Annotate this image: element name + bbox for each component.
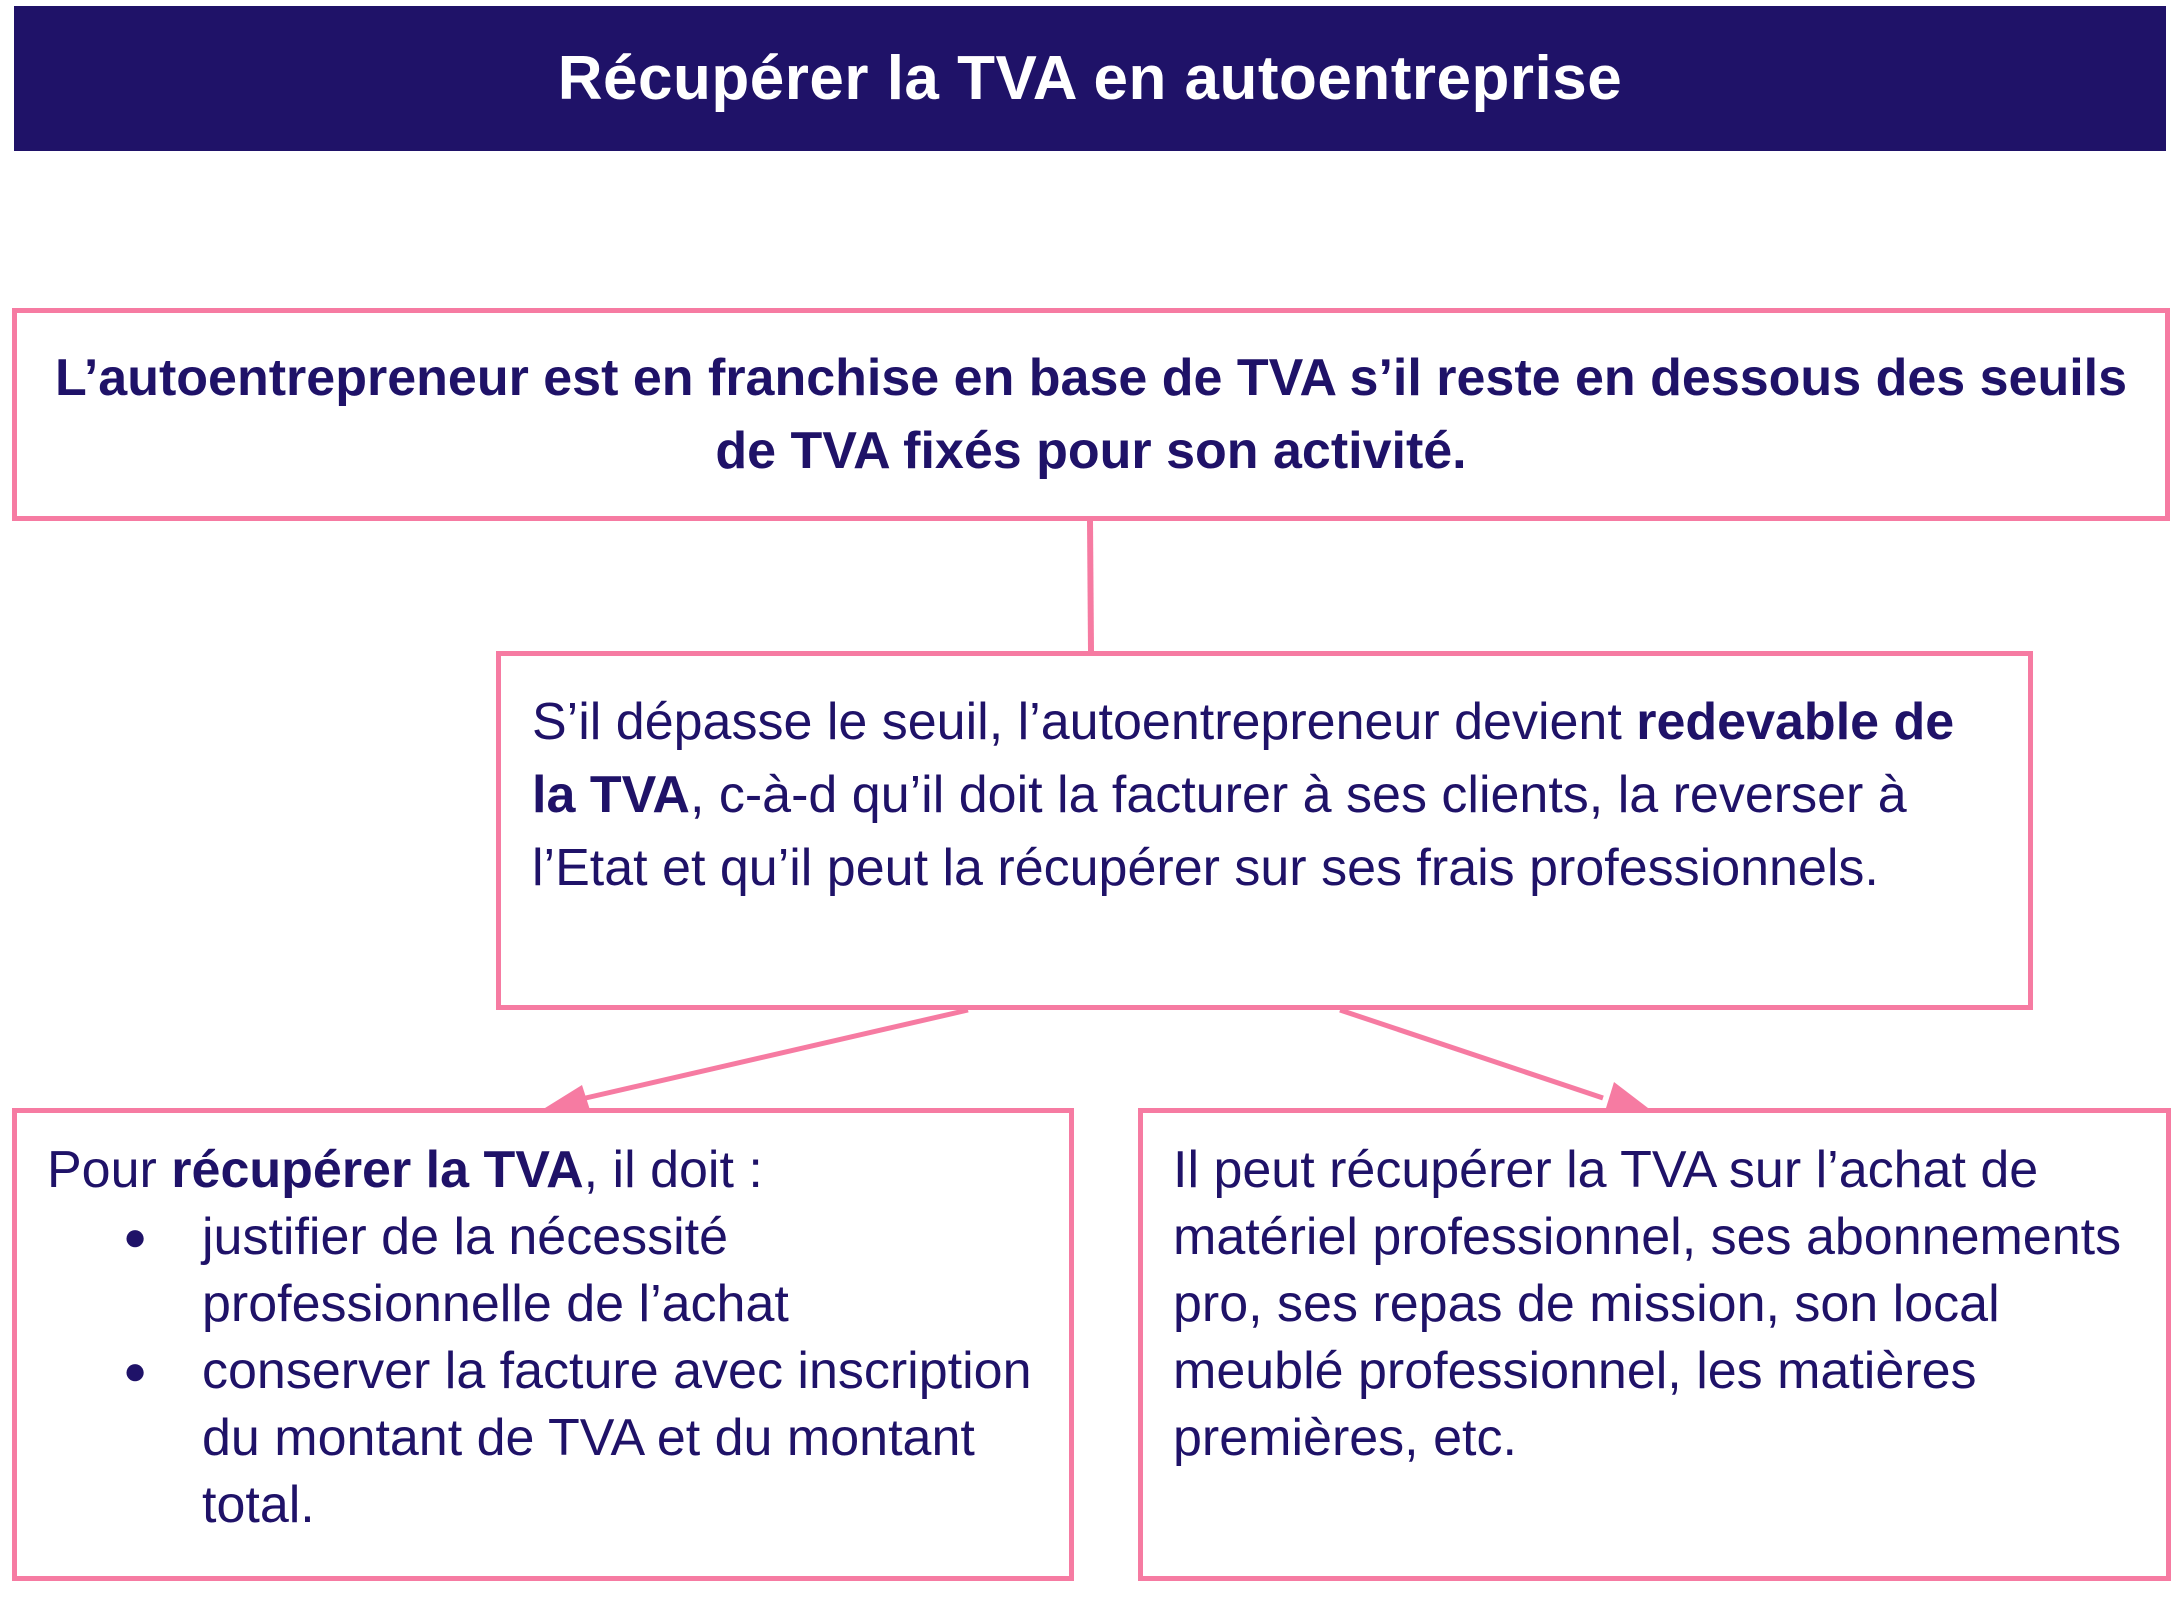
recoverable-expenses-text: Il peut récupérer la TVA sur l’achat de matériel professionnel, ses abonnements pro, ses repas de mission, son local meublé professionnel, les matières premières, etc. [1173, 1141, 2122, 1467]
bullet-icon: ● [123, 1349, 148, 1393]
threshold-text-bold: redevable de la TVA [532, 693, 1955, 824]
recovery-intro-bold: récupérer la TVA [171, 1141, 584, 1199]
diagram-title: Récupérer la TVA en autoentreprise [557, 44, 1623, 113]
franchise-box [12, 308, 2170, 521]
connector-top-to-middle [1090, 521, 1091, 651]
recovery-intro-start: Pour [47, 1141, 172, 1199]
arrowhead-right [1606, 1082, 1648, 1108]
threshold-text-start: S’il dépasse le seuil, l’autoentrepreneur devient [532, 693, 1637, 751]
list-item-text: justifier de la nécessité professionnelle de l’achat [202, 1208, 789, 1333]
franchise-text: L’autoentrepreneur est en franchise en base de TVA s’il reste en dessous des seuils de TVA fixés pour son activité. [54, 348, 2128, 480]
list-item [47, 1204, 1049, 1338]
title-bar [14, 6, 2166, 151]
recovery-conditions-list [47, 1204, 1049, 1539]
arrowhead-left [545, 1085, 590, 1110]
recovery-conditions-intro [47, 1137, 1049, 1204]
list-item [47, 1338, 1049, 1539]
recovery-conditions-box [12, 1108, 1074, 1581]
threshold-exceeded-box [496, 651, 2033, 1010]
threshold-exceeded-paragraph [532, 686, 1998, 905]
list-item-text: conserver la facture avec inscription du montant de TVA et du montant total. [202, 1342, 1032, 1534]
connector-middle-to-right [1340, 1010, 1603, 1098]
recoverable-expenses-box [1138, 1108, 2171, 1581]
bullet-icon: ● [123, 1215, 148, 1259]
recovery-intro-end: , il doit : [583, 1141, 763, 1199]
threshold-text-end: , c-à-d qu’il doit la facturer à ses clients, la reverser à l’Etat et qu’il peut la récupérer sur ses frais professionnels. [532, 766, 1907, 897]
connector-middle-to-left [577, 1010, 968, 1100]
